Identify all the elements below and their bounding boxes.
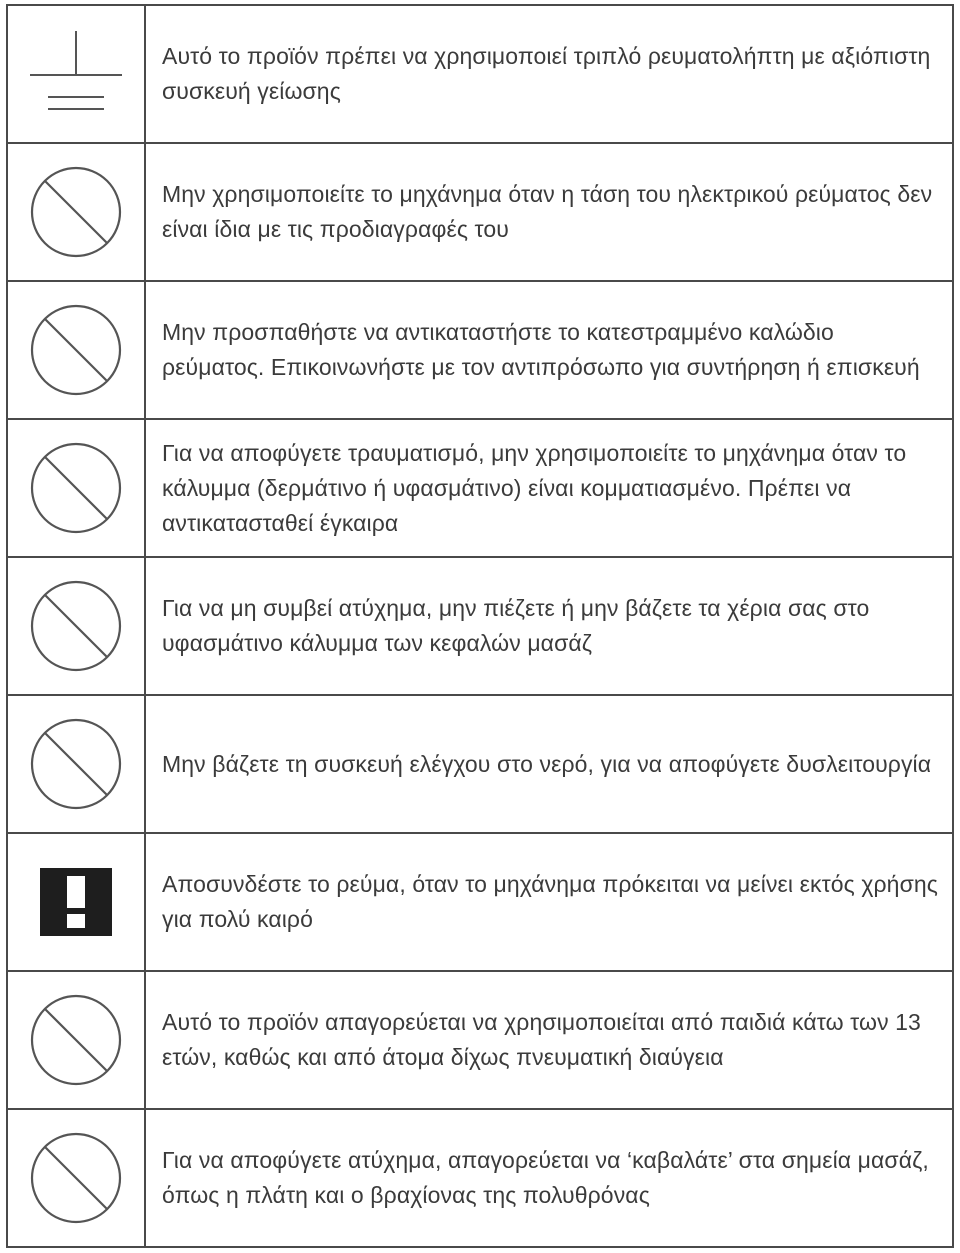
icon-cell (8, 144, 146, 280)
table-row (8, 144, 952, 282)
instruction-text: Για να αποφύγετε ατύχημα, απαγορεύεται να ‘καβαλάτε’ στα σημεία μασάζ, όπως η πλάτη και ο βραχίονας της πολυθρόνας (162, 1147, 929, 1208)
prohibition-icon (28, 992, 124, 1088)
prohibition-icon (28, 440, 124, 536)
table-row (8, 558, 952, 696)
table-row (8, 696, 952, 834)
prohibition-icon (28, 164, 124, 260)
prohibition-icon (28, 578, 124, 674)
prohibition-icon (28, 716, 124, 812)
instruction-text: Για να μη συμβεί ατύχημα, μην πιέζετε ή μην βάζετε τα χέρια σας στο υφασμάτινο κάλυμμα των κεφαλών μασάζ (162, 595, 870, 656)
instruction-text: Μην προσπαθήστε να αντικαταστήστε το κατεστραμμένο καλώδιο ρεύματος. Επικοινωνήστε με τον αντιπρόσωπο για συντήρηση ή επισκευή (162, 319, 920, 380)
icon-cell (8, 282, 146, 418)
instruction-text: Μην βάζετε τη συσκευή ελέγχου στο νερό, για να αποφύγετε δυσλειτουργία (162, 750, 932, 777)
safety-instructions-table (6, 4, 954, 1248)
prohibition-icon (28, 302, 124, 398)
icon-cell (8, 6, 146, 142)
instruction-text: Αυτό το προϊόν απαγορεύεται να χρησιμοποιείται από παιδιά κάτω των 13 ετών, καθώς και από άτομα δίχως πνευματική διαύγεια (162, 1009, 921, 1070)
table-row (8, 1110, 952, 1246)
instruction-text: Για να αποφύγετε τραυματισμό, μην χρησιμοποιείτε το μηχάνημα όταν το κάλυμμα (δερμάτινο ή υφασμάτινο) είναι κομματιασμένο. Πρέπει να αντικατασταθεί έγκαιρα (162, 439, 907, 536)
instruction-text: Αποσυνδέστε το ρεύμα, όταν το μηχάνημα πρόκειται να μείνει εκτός χρήσης για πολύ καιρό (162, 871, 938, 932)
ground-icon (26, 29, 126, 119)
table-row (8, 6, 952, 144)
table-row (8, 282, 952, 420)
exclamation-icon (40, 868, 112, 936)
table-row (8, 420, 952, 558)
prohibition-icon (28, 1130, 124, 1226)
instruction-text: Αυτό το προϊόν πρέπει να χρησιμοποιεί τριπλό ρευματολήπτη με αξιόπιστη συσκευή γείωσης (162, 43, 931, 104)
icon-cell (8, 558, 146, 694)
icon-cell (8, 1110, 146, 1246)
icon-cell (8, 420, 146, 556)
table-row (8, 834, 952, 972)
icon-cell (8, 834, 146, 970)
icon-cell (8, 972, 146, 1108)
instruction-text: Μην χρησιμοποιείτε το μηχάνημα όταν η τάση του ηλεκτρικού ρεύματος δεν είναι ίδια με τις προδιαγραφές του (162, 181, 933, 242)
table-row (8, 972, 952, 1110)
icon-cell (8, 696, 146, 832)
